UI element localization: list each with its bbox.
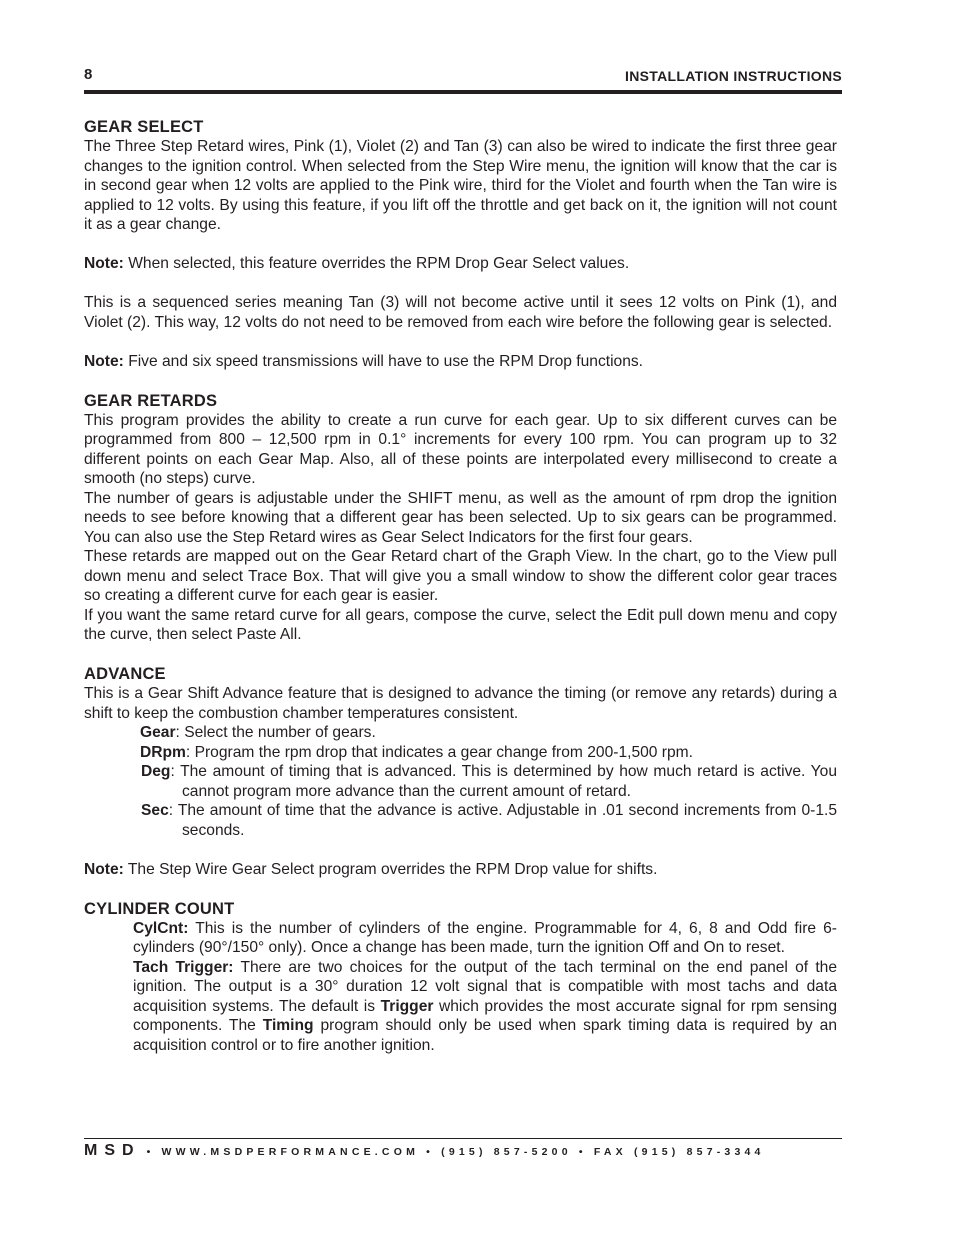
- advance-item-deg: [141, 762, 837, 801]
- advance-paragraph: This is a Gear Shift Advance feature that is designed to advance the timing (or remove any retards) during a shift to keep the combustion chamber temperatures consistent.: [84, 685, 837, 722]
- note-text: When selected, this feature overrides the RPM Drop Gear Select values.: [123, 255, 630, 272]
- advance-item-drpm: [140, 743, 837, 763]
- note-label: Note:: [84, 352, 124, 370]
- gear-select-paragraph: The Three Step Retard wires, Pink (1), Violet (2) and Tan (3) can also be wired to indicate the first three gear changes to the ignition control. When selected from the Step Wire menu, the ignition will know that the car is in second gear when 12 volts are applied to the Pink wire, third for the Violet and fourth when the Tan wire is applied to 12 volts. By using this feature, if you lift off the throttle and get back on it, the ignition will not count it as a gear change.: [84, 138, 837, 233]
- section-heading-advance: ADVANCE: [84, 665, 166, 683]
- cylcnt-label: CylCnt:: [133, 919, 189, 937]
- advance-item-text: : The amount of timing that is advanced. This is determined by how much retard is active. You cannot program more advance than the current amount of retard.: [170, 763, 837, 800]
- page-number: 8: [84, 66, 93, 83]
- advance-item-label: Sec: [141, 802, 169, 819]
- advance-item-text: : The amount of time that the advance is active. Adjustable in .01 second increments from 0-1.5 seconds.: [168, 802, 837, 839]
- page-footer: [84, 1142, 844, 1164]
- advance-section: [84, 664, 837, 879]
- cylcnt-item: [133, 919, 837, 958]
- tach-trigger-text: program should only be used when spark timing data is required by an acquisition control or to fire another ignition.: [133, 1017, 838, 1054]
- gear-select-note: [84, 254, 837, 274]
- cylinder-count-section: [84, 899, 837, 1056]
- note-text: The Step Wire Gear Select program overrides the RPM Drop value for shifts.: [123, 860, 658, 878]
- advance-item-gear: [140, 723, 837, 743]
- header-title: INSTALLATION INSTRUCTIONS: [625, 68, 842, 84]
- advance-item-text: : Program the rpm drop that indicates a gear change from 200-1,500 rpm.: [185, 743, 693, 761]
- gear-retards-paragraph: The number of gears is adjustable under the SHIFT menu, as well as the amount of rpm drop the ignition needs to see before knowing that a different gear has been selected. Up to six gears can be programmed. You can also use the Step Retard wires as Gear Select Indicators for the first four gears.: [84, 489, 837, 546]
- gear-retards-section: [84, 391, 837, 645]
- advance-note: [84, 860, 837, 880]
- tach-trigger-text: There are two choices for the output of the tach terminal on the end panel of the ignition. The output is a 30° duration 12 volt signal that is compatible with most tachs and data acquisition systems. The default is: [133, 958, 838, 1015]
- tach-trigger-item: [133, 958, 837, 1056]
- page-body: [84, 117, 837, 1055]
- timing-option-name: Timing: [262, 1017, 314, 1034]
- advance-item-label: Gear: [140, 724, 176, 741]
- header-divider: [84, 90, 842, 94]
- gear-select-section: [84, 117, 837, 371]
- tach-trigger-text: which provides the most accurate signal for rpm sensing components. The: [133, 997, 837, 1034]
- advance-item-text: : Select the number of gears.: [175, 724, 376, 741]
- gear-retards-paragraph: If you want the same retard curve for all gears, compose the curve, select the Edit pull down menu and copy the curve, then select Paste All.: [84, 606, 837, 643]
- section-heading-cylinder-count: CYLINDER COUNT: [84, 899, 235, 918]
- footer-brand: MSD: [84, 1142, 141, 1159]
- gear-select-sequence-paragraph: This is a sequenced series meaning Tan (3) will not become active until it sees 12 volts on Pink (1), and Violet (2). This way, 12 volts do not need to be removed from each wire before the following gear is selected.: [84, 294, 837, 331]
- footer-contact-info: • WWW.MSDPERFORMANCE.COM • (915) 857-5200 • FAX (915) 857-3344: [146, 1146, 765, 1158]
- advance-item-label: DRpm: [140, 743, 186, 761]
- trigger-option-name: Trigger: [380, 997, 434, 1015]
- note-label: Note:: [84, 860, 124, 878]
- gear-select-transmission-note: [84, 352, 837, 372]
- page-header: [84, 66, 842, 86]
- tach-trigger-label: Tach Trigger:: [133, 958, 234, 976]
- gear-retards-paragraph: This program provides the ability to create a run curve for each gear. Up to six different curves can be programmed from 800 – 12,500 rpm in 0.1° increments for every 100 rpm. You can program up to 32 different points on each Gear Map. Also, all of these points are interpolated every millisecond to create a smooth (no steps) curve.: [84, 411, 837, 487]
- footer-divider: [84, 1138, 842, 1139]
- gear-retards-paragraph: These retards are mapped out on the Gear Retard chart of the Graph View. In the chart, go to the View pull down menu and select Trace Box. That will give you a small window to show the different color gear traces so creating a different curve for each gear is easier.: [84, 548, 837, 604]
- advance-item-sec: [141, 801, 837, 840]
- advance-item-label: Deg: [141, 763, 171, 780]
- section-heading-gear-select: GEAR SELECT: [84, 118, 204, 136]
- section-heading-gear-retards: GEAR RETARDS: [84, 391, 218, 410]
- note-text: Five and six speed transmissions will have to use the RPM Drop functions.: [123, 352, 644, 370]
- note-label: Note:: [84, 255, 124, 272]
- cylcnt-text: This is the number of cylinders of the engine. Programmable for 4, 6, 8 and Odd fire 6-cylinders (90°/150° only). Once a change has been made, turn the ignition Off and On to reset.: [133, 919, 837, 956]
